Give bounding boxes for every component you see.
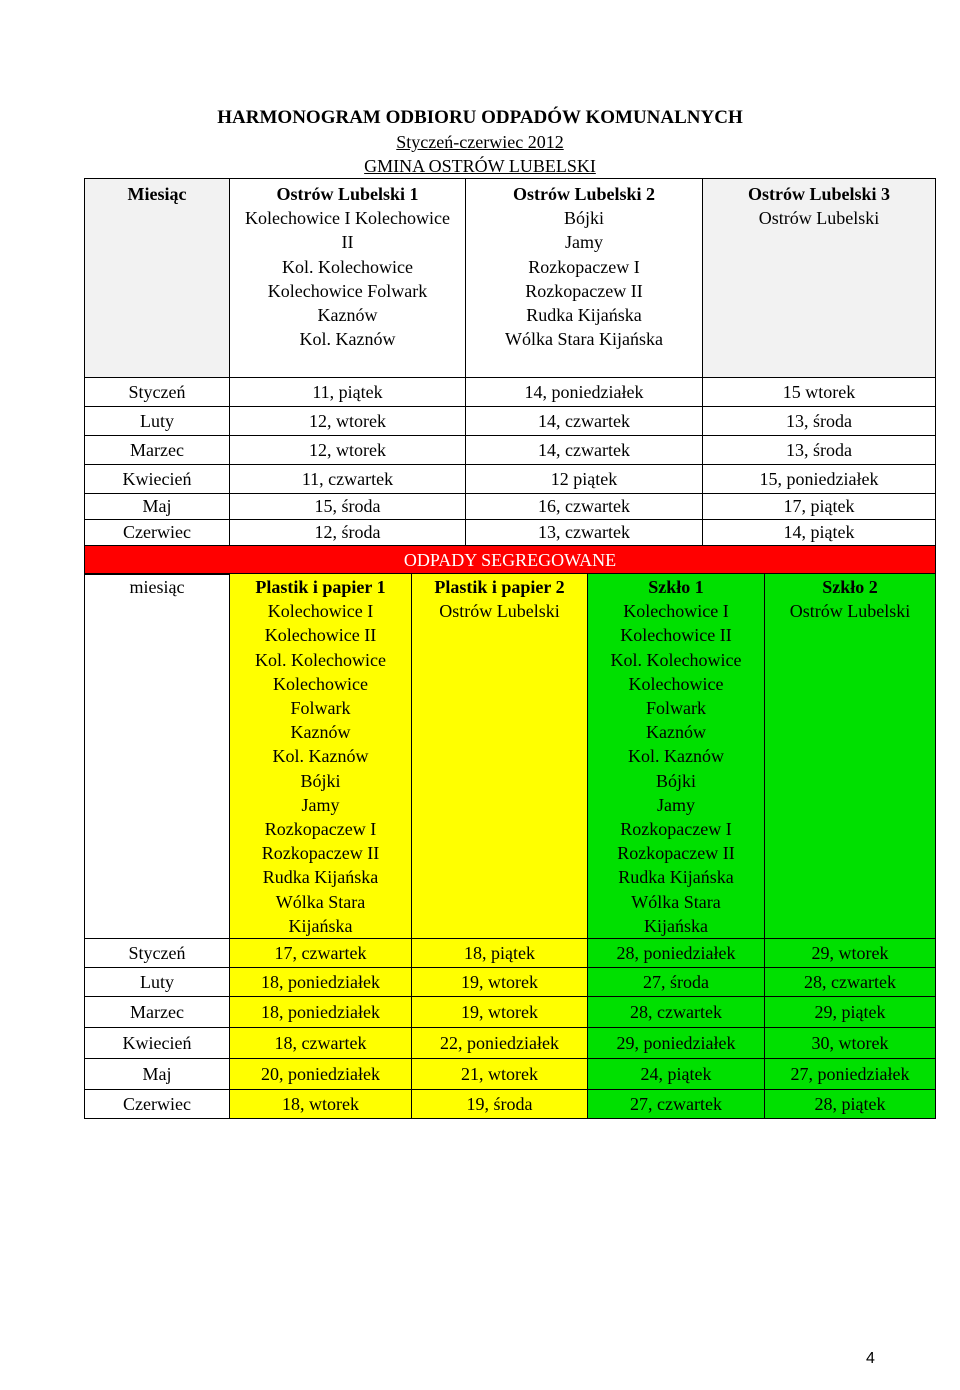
month-column-header: Miesiąc <box>85 179 230 378</box>
place-name: Rozkopaczew I <box>620 819 732 840</box>
place-name: Kaznów <box>646 722 706 743</box>
date-cell: 15 wtorek <box>703 378 936 407</box>
table-row <box>85 378 936 407</box>
zone-name: Ostrów Lubelski 2 <box>512 184 656 204</box>
date-cell: 27, środa <box>588 968 765 997</box>
zone-name: Ostrów Lubelski 1 <box>276 184 419 204</box>
place-name: Kolechowice <box>628 673 724 694</box>
segregated-banner-row <box>85 546 936 575</box>
date-cell: 18, czwartek <box>230 1028 412 1059</box>
place-name: Bójki <box>655 770 696 791</box>
place-name: Kol. Kolechowice <box>610 649 742 670</box>
table-row <box>85 407 936 436</box>
table-row <box>85 968 936 997</box>
segregated-header-row <box>85 574 936 939</box>
place-name: Wólka Stara <box>631 891 721 912</box>
date-cell: 15, środa <box>230 494 466 520</box>
place-name: Ostrów Lubelski <box>439 601 560 622</box>
date-cell: 29, poniedziałek <box>588 1028 765 1059</box>
zone-header-1 <box>230 179 466 378</box>
date-cell: 30, wtorek <box>765 1028 936 1059</box>
mixed-waste-schedule-table <box>84 178 936 575</box>
date-cell: 11, czwartek <box>230 465 466 494</box>
document-title-block <box>190 106 770 178</box>
zone-header-3 <box>703 179 936 378</box>
date-cell: 29, wtorek <box>765 939 936 968</box>
date-cell: 14, piątek <box>703 520 936 546</box>
month-column-header: miesiąc <box>85 574 230 939</box>
date-cell: 14, poniedziałek <box>466 378 703 407</box>
table-row <box>85 520 936 546</box>
date-cell: 14, czwartek <box>466 436 703 465</box>
date-cell: 29, piątek <box>765 997 936 1028</box>
table-row <box>85 494 936 520</box>
date-cell: 28, piątek <box>765 1090 936 1119</box>
date-cell: 22, poniedziałek <box>412 1028 588 1059</box>
place-name: Kolechowice I <box>267 601 374 622</box>
month-cell: Styczeń <box>85 939 230 968</box>
month-cell: Czerwiec <box>85 520 230 546</box>
date-cell: 20, poniedziałek <box>230 1059 412 1090</box>
place-name: Kolechowice II <box>620 625 732 646</box>
place-name: Kolechowice I <box>623 601 729 622</box>
place-name: Jamy <box>301 794 340 815</box>
place-name: Kolechowice I Kolechowice <box>245 208 450 229</box>
zone-name: Ostrów Lubelski 3 <box>747 184 891 204</box>
date-cell: 28, czwartek <box>588 997 765 1028</box>
table-row <box>85 997 936 1028</box>
page-number: 4 <box>866 1350 875 1367</box>
glass-zone-1-header <box>588 574 765 939</box>
place-name: Kol. Kolechowice <box>255 649 386 670</box>
table-row <box>85 1090 936 1119</box>
month-cell: Kwiecień <box>85 1028 230 1059</box>
place-name: Bójki <box>563 208 604 229</box>
month-cell: Luty <box>85 407 230 436</box>
place-name: Rozkopaczew II <box>261 843 380 864</box>
place-name: Kolechowice <box>273 673 368 694</box>
date-cell: 24, piątek <box>588 1059 765 1090</box>
glass-zone-2-header <box>765 574 936 939</box>
place-name: Rudka Kijańska <box>262 867 379 888</box>
date-cell: 12, wtorek <box>230 436 466 465</box>
table-row <box>85 939 936 968</box>
date-cell: 18, wtorek <box>230 1090 412 1119</box>
place-name: Kolechowice II <box>264 625 377 646</box>
place-name: Folwark <box>646 698 706 719</box>
place-name: Kol. Kaznów <box>272 746 369 767</box>
date-cell: 17, piątek <box>703 494 936 520</box>
place-name: Rudka Kijańska <box>618 867 734 888</box>
date-cell: 19, wtorek <box>412 968 588 997</box>
month-cell: Maj <box>85 494 230 520</box>
document-title: HARMONOGRAM ODBIORU ODPADÓW KOMUNALNYCH <box>217 107 743 128</box>
date-cell: 13, czwartek <box>466 520 703 546</box>
place-name: Kolechowice Folwark <box>267 280 428 301</box>
place-name: Kol. Kaznów <box>628 746 724 767</box>
place-name: Wólka Stara Kijańska <box>505 329 663 350</box>
date-cell: 12, środa <box>230 520 466 546</box>
month-cell: Kwiecień <box>85 465 230 494</box>
place-name: Bójki <box>300 770 341 791</box>
date-cell: 15, poniedziałek <box>703 465 936 494</box>
place-name: Rozkopaczew II <box>525 280 643 301</box>
table-row <box>85 436 936 465</box>
segregated-waste-schedule-table <box>84 573 936 1119</box>
date-cell: 13, środa <box>703 436 936 465</box>
date-cell: 19, środa <box>412 1090 588 1119</box>
date-cell: 14, czwartek <box>466 407 703 436</box>
place-name: Rozkopaczew I <box>264 819 377 840</box>
place-name: II <box>341 232 354 253</box>
date-cell: 12 piątek <box>466 465 703 494</box>
date-cell: 13, środa <box>703 407 936 436</box>
zone-name: Plastik i papier 1 <box>255 577 386 597</box>
date-cell: 18, poniedziałek <box>230 968 412 997</box>
plastic-zone-1-header <box>230 574 412 939</box>
place-name: Kijańska <box>644 915 708 936</box>
month-cell: Czerwiec <box>85 1090 230 1119</box>
date-cell: 18, piątek <box>412 939 588 968</box>
place-name: Ostrów Lubelski <box>789 601 911 622</box>
date-cell: 19, wtorek <box>412 997 588 1028</box>
date-cell: 16, czwartek <box>466 494 703 520</box>
table-row <box>85 1059 936 1090</box>
place-name: Kijańska <box>288 915 353 936</box>
place-name: Rudka Kijańska <box>526 305 642 326</box>
month-cell: Marzec <box>85 997 230 1028</box>
period-title: Styczeń-czerwiec 2012 <box>396 132 564 152</box>
month-cell: Luty <box>85 968 230 997</box>
month-cell: Marzec <box>85 436 230 465</box>
month-cell: Styczeń <box>85 378 230 407</box>
place-name: Rozkopaczew II <box>617 843 735 864</box>
place-name: Kol. Kolechowice <box>282 256 413 277</box>
date-cell: 28, czwartek <box>765 968 936 997</box>
place-name: Jamy <box>565 232 603 253</box>
date-cell: 27, poniedziałek <box>765 1059 936 1090</box>
place-name: Folwark <box>290 698 351 719</box>
place-name: Rozkopaczew I <box>528 256 640 277</box>
place-name: Wólka Stara <box>275 891 366 912</box>
date-cell: 11, piątek <box>230 378 466 407</box>
place-name: Kaznów <box>317 305 378 326</box>
table-row <box>85 465 936 494</box>
segregated-banner: ODPADY SEGREGOWANE <box>85 546 936 575</box>
zone-name: Szkło 2 <box>822 577 878 597</box>
zone-header-2 <box>466 179 703 378</box>
zone-name: Plastik i papier 2 <box>434 577 565 597</box>
date-cell: 28, poniedziałek <box>588 939 765 968</box>
table-row <box>85 1028 936 1059</box>
date-cell: 27, czwartek <box>588 1090 765 1119</box>
date-cell: 17, czwartek <box>230 939 412 968</box>
place-name: Jamy <box>657 794 695 815</box>
place-name: Kaznów <box>290 722 351 743</box>
month-cell: Maj <box>85 1059 230 1090</box>
place-name: Ostrów Lubelski <box>758 208 880 229</box>
municipality-title: GMINA OSTRÓW LUBELSKI <box>364 156 596 176</box>
zone-name: Szkło 1 <box>648 577 704 597</box>
date-cell: 12, wtorek <box>230 407 466 436</box>
mixed-header-row <box>85 179 936 378</box>
place-name: Kol. Kaznów <box>299 329 396 350</box>
plastic-zone-2-header <box>412 574 588 939</box>
date-cell: 21, wtorek <box>412 1059 588 1090</box>
date-cell: 18, poniedziałek <box>230 997 412 1028</box>
